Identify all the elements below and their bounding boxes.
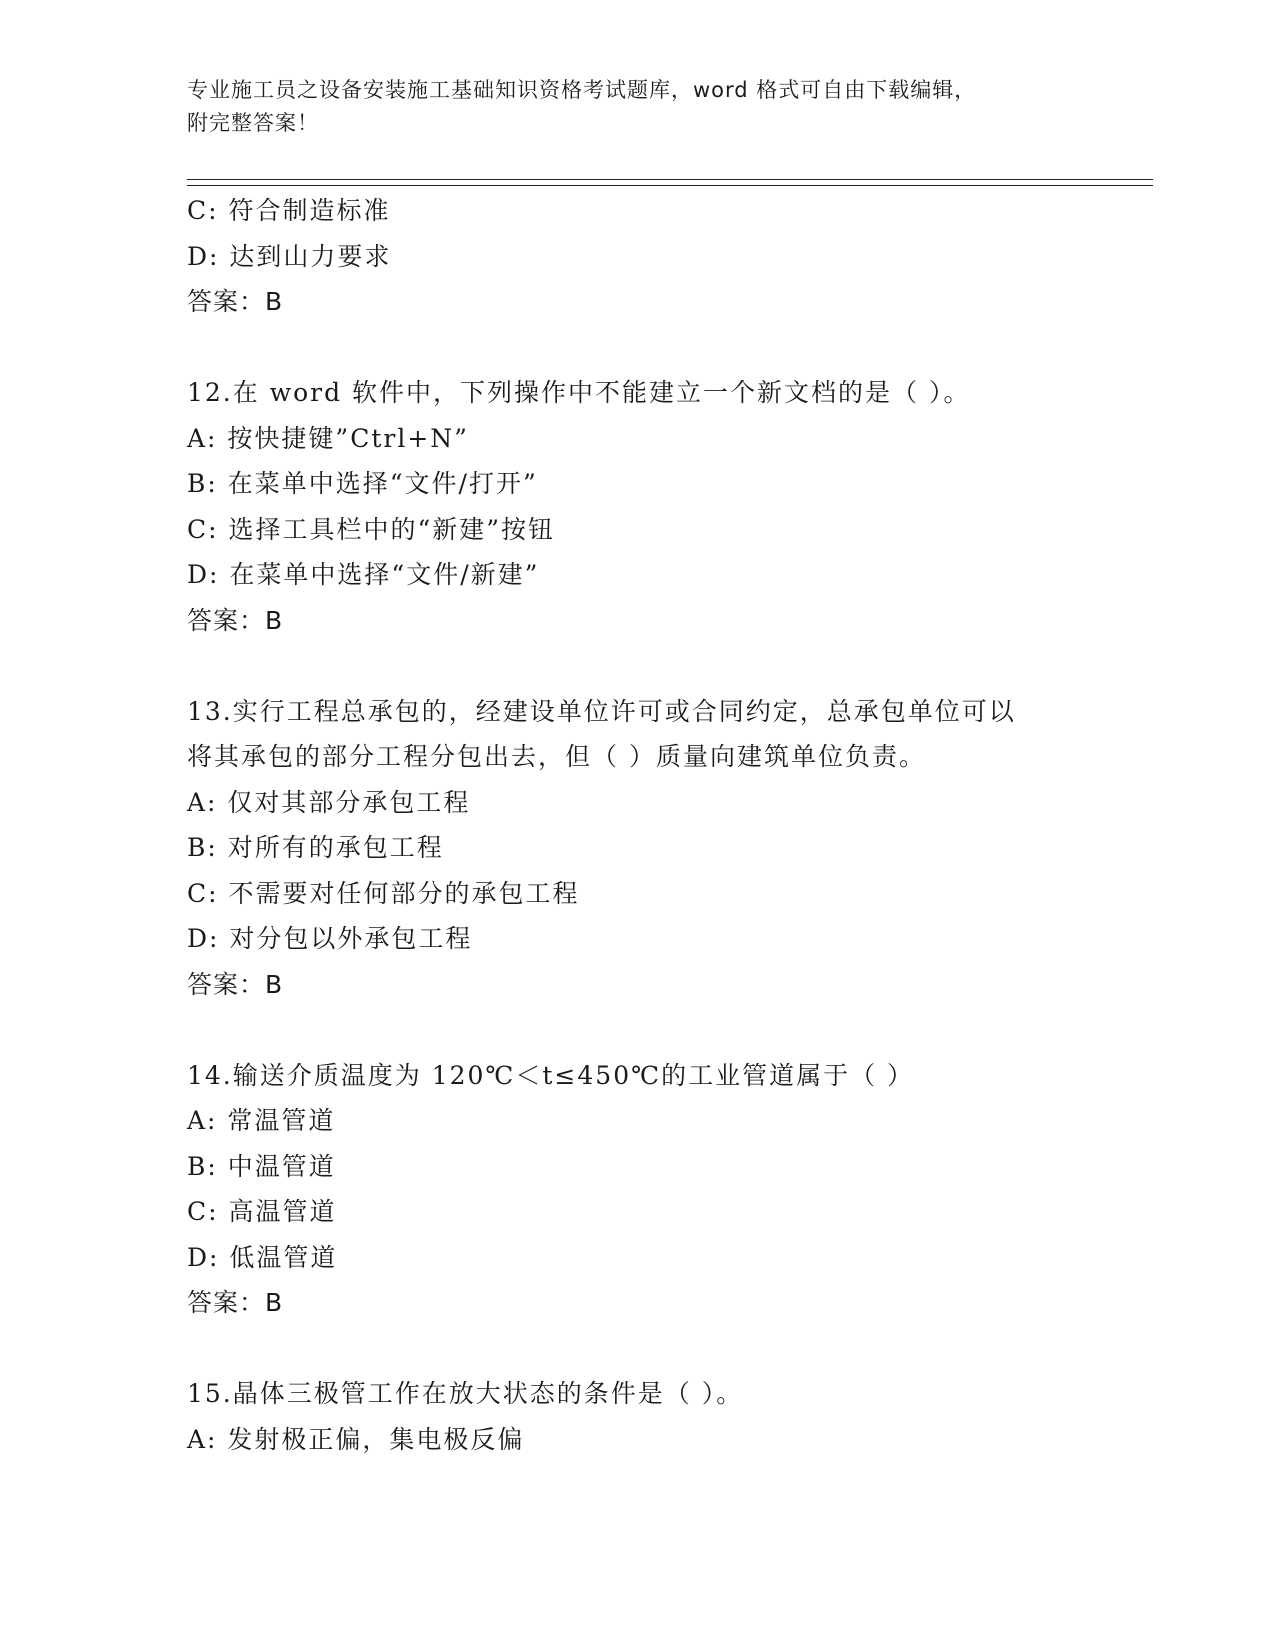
option-c: C: 选择工具栏中的“新建”按钮 [187, 514, 556, 544]
option-a: A: 仅对其部分承包工程 [187, 787, 471, 817]
spacer [187, 1007, 1153, 1053]
option-d: D: 达到山力要求 [187, 241, 392, 271]
answer: 答案：B [187, 605, 284, 635]
question-11-tail [187, 188, 1153, 325]
answer: 答案：B [187, 1288, 284, 1317]
header-divider [187, 179, 1153, 186]
question-13 [187, 689, 1153, 1008]
question-14 [187, 1053, 1153, 1326]
question-stem: 14.输送介质温度为 120℃＜t≤450℃的工业管道属于（ ） [187, 1060, 915, 1090]
option-a: A: 常温管道 [187, 1106, 336, 1135]
header-line-2: 附完整答案！ [187, 111, 319, 135]
option-c: C: 不需要对任何部分的承包工程 [187, 878, 580, 908]
spacer [187, 325, 1153, 371]
header-line-1: 专业施工员之设备安装施工基础知识资格考试题库，word 格式可自由下载编辑， [187, 78, 977, 102]
option-a: A: 发射极正偏，集电极反偏 [187, 1424, 525, 1454]
option-d: D: 低温管道 [187, 1242, 338, 1272]
option-c: C: 高温管道 [187, 1197, 337, 1226]
spacer [187, 1326, 1153, 1372]
option-d: D: 在菜单中选择“文件/新建” [187, 560, 540, 589]
answer: 答案：B [187, 969, 284, 999]
question-12 [187, 370, 1153, 643]
option-a: A: 按快捷键”Ctrl+N” [187, 423, 469, 453]
question-stem-line-2: 将其承包的部分工程分包出去，但（ ）质量向建筑单位负责。 [187, 742, 926, 771]
document-header [187, 74, 1087, 140]
question-stem: 15.晶体三极管工作在放大状态的条件是（ ）。 [187, 1379, 744, 1408]
option-b: B: 中温管道 [187, 1151, 336, 1181]
question-stem-line-1: 13.实行工程总承包的，经建设单位许可或合同约定，总承包单位可以 [187, 696, 1016, 726]
option-b: B: 对所有的承包工程 [187, 833, 444, 862]
question-list [187, 188, 1153, 1462]
spacer [187, 643, 1153, 689]
option-b: B: 在菜单中选择“文件/打开” [187, 469, 538, 498]
answer: 答案：B [187, 287, 284, 316]
option-d: D: 对分包以外承包工程 [187, 924, 473, 953]
option-c: C: 符合制造标准 [187, 196, 391, 225]
question-stem: 12.在 word 软件中，下列操作中不能建立一个新文档的是（ ）。 [187, 378, 971, 407]
question-15 [187, 1371, 1153, 1462]
